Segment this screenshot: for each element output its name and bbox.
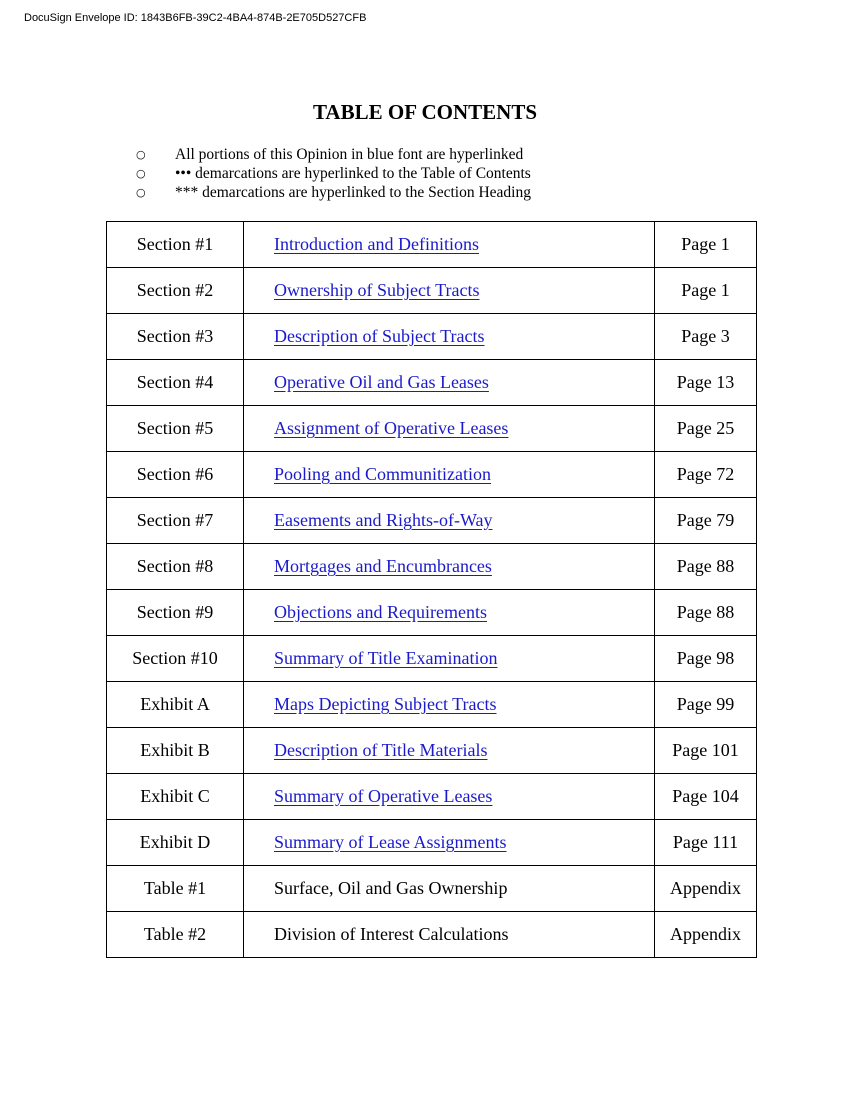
toc-row	[107, 682, 757, 728]
toc-row	[107, 268, 757, 314]
section-link[interactable]: Mortgages and Encumbrances	[274, 556, 492, 576]
section-title-cell	[244, 544, 655, 590]
toc-row	[107, 590, 757, 636]
note-text: ••• demarcations are hyperlinked to the Table of Contents	[175, 164, 531, 182]
hollow-circle-icon: ○	[136, 167, 146, 180]
section-label: Exhibit A	[107, 682, 244, 728]
page-reference: Appendix	[655, 912, 757, 958]
section-title-cell	[244, 866, 655, 912]
section-label: Exhibit D	[107, 820, 244, 866]
toc-body	[107, 222, 757, 958]
page-reference: Page 3	[655, 314, 757, 360]
toc-row	[107, 406, 757, 452]
hollow-circle-icon: ○	[136, 148, 146, 161]
section-label: Section #9	[107, 590, 244, 636]
section-title-cell	[244, 498, 655, 544]
section-link[interactable]: Summary of Title Examination	[274, 648, 498, 668]
section-title: Surface, Oil and Gas Ownership	[274, 878, 508, 898]
page-reference: Page 88	[655, 590, 757, 636]
toc-row	[107, 636, 757, 682]
envelope-id: DocuSign Envelope ID: 1843B6FB-39C2-4BA4-874B-2E705D527CFB	[24, 12, 367, 24]
toc-row	[107, 314, 757, 360]
page-reference: Page 88	[655, 544, 757, 590]
toc-row	[107, 498, 757, 544]
section-link[interactable]: Description of Subject Tracts	[274, 326, 485, 346]
toc-table	[106, 221, 757, 958]
section-title-cell	[244, 636, 655, 682]
section-label: Section #1	[107, 222, 244, 268]
section-title: Division of Interest Calculations	[274, 924, 509, 944]
section-title-cell	[244, 728, 655, 774]
page-reference: Page 25	[655, 406, 757, 452]
section-label: Section #7	[107, 498, 244, 544]
note-item	[136, 145, 696, 164]
toc-row	[107, 866, 757, 912]
page-title: TABLE OF CONTENTS	[312, 100, 538, 124]
section-link[interactable]: Summary of Operative Leases	[274, 786, 493, 806]
section-label: Exhibit B	[107, 728, 244, 774]
section-title-cell	[244, 406, 655, 452]
section-label: Section #2	[107, 268, 244, 314]
page-reference: Page 72	[655, 452, 757, 498]
section-title-cell	[244, 590, 655, 636]
page-reference: Page 99	[655, 682, 757, 728]
section-label: Exhibit C	[107, 774, 244, 820]
section-title-cell	[244, 452, 655, 498]
section-link[interactable]: Assignment of Operative Leases	[274, 418, 509, 438]
section-link[interactable]: Maps Depicting Subject Tracts	[274, 694, 497, 714]
page-reference: Page 104	[655, 774, 757, 820]
section-title-cell	[244, 360, 655, 406]
section-title-cell	[244, 774, 655, 820]
section-label: Section #5	[107, 406, 244, 452]
section-label: Section #10	[107, 636, 244, 682]
section-label: Section #4	[107, 360, 244, 406]
section-label: Section #3	[107, 314, 244, 360]
page-reference: Page 1	[655, 268, 757, 314]
note-item	[136, 164, 696, 183]
section-title-cell	[244, 314, 655, 360]
section-link[interactable]: Description of Title Materials	[274, 740, 488, 760]
section-title-cell	[244, 682, 655, 728]
section-title-cell	[244, 222, 655, 268]
page-reference: Page 79	[655, 498, 757, 544]
page-reference: Page 13	[655, 360, 757, 406]
section-title-cell	[244, 820, 655, 866]
toc-row	[107, 774, 757, 820]
section-link[interactable]: Introduction and Definitions	[274, 234, 479, 254]
section-link[interactable]: Pooling and Communitization	[274, 464, 491, 484]
toc-row	[107, 912, 757, 958]
page-reference: Appendix	[655, 866, 757, 912]
section-title-cell	[244, 268, 655, 314]
toc-row	[107, 452, 757, 498]
page-reference: Page 101	[655, 728, 757, 774]
page-reference: Page 1	[655, 222, 757, 268]
notes-list	[136, 145, 696, 202]
toc-row	[107, 544, 757, 590]
toc-row	[107, 222, 757, 268]
section-title-cell	[244, 912, 655, 958]
section-label: Section #6	[107, 452, 244, 498]
toc-row	[107, 728, 757, 774]
section-link[interactable]: Ownership of Subject Tracts	[274, 280, 480, 300]
note-item	[136, 183, 696, 202]
page-reference: Page 111	[655, 820, 757, 866]
note-text: All portions of this Opinion in blue font are hyperlinked	[175, 145, 524, 163]
hollow-circle-icon: ○	[136, 186, 146, 199]
section-link[interactable]: Objections and Requirements	[274, 602, 487, 622]
section-label: Section #8	[107, 544, 244, 590]
page-reference: Page 98	[655, 636, 757, 682]
note-text: *** demarcations are hyperlinked to the Section Heading	[175, 183, 531, 201]
toc-row	[107, 820, 757, 866]
section-link[interactable]: Easements and Rights-of-Way	[274, 510, 493, 530]
section-label: Table #1	[107, 866, 244, 912]
section-link[interactable]: Operative Oil and Gas Leases	[274, 372, 489, 392]
section-label: Table #2	[107, 912, 244, 958]
section-link[interactable]: Summary of Lease Assignments	[274, 832, 507, 852]
toc-row	[107, 360, 757, 406]
